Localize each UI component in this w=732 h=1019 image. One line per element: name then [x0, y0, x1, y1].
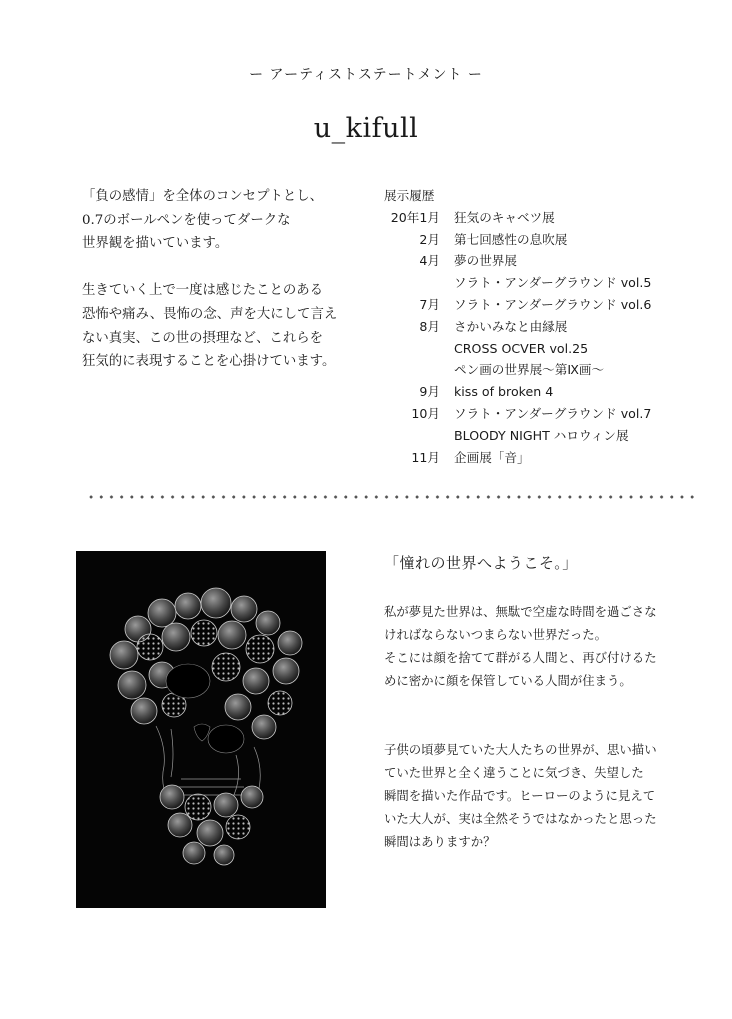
- statement-line: 「負の感情」を全体のコンセプトとし、: [82, 189, 324, 204]
- history-entry: [384, 294, 714, 316]
- history-event: ソラト・アンダーグラウンド vol.7: [454, 405, 652, 421]
- statement-line: 生きていく上で一度は感じたことのある: [82, 283, 324, 299]
- history-event: 狂気のキャベツ展: [454, 209, 555, 225]
- artist-name: u_kifull: [313, 113, 419, 144]
- history-event: kiss of broken 4: [454, 384, 554, 400]
- history-event: 企画展「音」: [454, 449, 530, 465]
- description-line: ていた世界と全く違うことに気づき、失望した: [384, 765, 644, 780]
- statement-line: 0.7のボールペンを使ってダークな: [82, 212, 291, 228]
- description-line: そこには顔を捨てて群がる人間と、再び付けるた: [384, 650, 657, 665]
- description-line: 瞬間を描いた作品です。ヒーローのように見えて: [384, 788, 656, 803]
- description-line: 私が夢見た世界は、無駄で空虚な時間を過ごさな: [384, 604, 657, 619]
- page-subtitle: ー アーティストステートメント ー: [249, 67, 483, 83]
- statement-line: ない真実、この世の摂理など、これらを: [82, 330, 324, 346]
- history-month: 4月: [419, 253, 440, 269]
- history-entry: [384, 381, 714, 403]
- statement-line: 世界観を描いています。: [82, 236, 229, 252]
- skull-artwork-illustration: [76, 551, 326, 908]
- artwork-title: 「憧れの世界へようこそ。」: [384, 554, 578, 572]
- history-entry: [384, 207, 714, 229]
- history-entry: [384, 316, 714, 381]
- description-line: いた大人が、実は全然そうではなかったと思った: [384, 811, 657, 826]
- history-event: 夢の世界展: [454, 253, 517, 269]
- description-line: ければならないつまらない世界だった。: [384, 627, 608, 642]
- history-event: ソラト・アンダーグラウンド vol.5: [454, 275, 652, 291]
- history-month: 10月: [411, 405, 440, 421]
- history-event: ソラト・アンダーグラウンド vol.6: [454, 296, 652, 312]
- history-entry: [384, 229, 714, 251]
- description-line: 瞬間はありますか？: [384, 834, 496, 849]
- history-event: さかいみなと由縁展: [454, 318, 568, 334]
- statement-line: 狂気的に表現することを心掛けています。: [82, 354, 336, 370]
- history-event: BLOODY NIGHT ハロウィン展: [454, 427, 629, 443]
- history-event: CROSS OCVER vol.25: [454, 340, 589, 356]
- artist-statement: [82, 185, 382, 374]
- history-month: 20年1月: [390, 209, 440, 225]
- history-month: 11月: [411, 449, 440, 465]
- history-entry: [384, 447, 714, 469]
- history-entry: [384, 250, 714, 294]
- history-month: 9月: [419, 384, 440, 400]
- artwork-image: [76, 551, 326, 908]
- history-entry: [384, 403, 714, 447]
- history-month: 2月: [419, 231, 440, 247]
- history-month: 8月: [419, 318, 440, 334]
- history-event: ペン画の世界展～第Ⅸ画～: [454, 362, 605, 378]
- statement-line: 恐怖や痛み、畏怖の念、声を大にして言え: [82, 306, 338, 322]
- description-line: 子供の頃夢見ていた大人たちの世界が、思い描い: [384, 742, 657, 757]
- description-line: めに密かに顔を保管している人間が住まう。: [384, 673, 632, 688]
- exhibition-history: [384, 185, 714, 468]
- artwork-description: [384, 600, 714, 853]
- dotted-divider: [86, 494, 698, 500]
- history-heading: 展示履歴: [384, 188, 435, 203]
- history-event: 第七回感性の息吹展: [454, 231, 568, 247]
- history-month: 7月: [419, 296, 440, 312]
